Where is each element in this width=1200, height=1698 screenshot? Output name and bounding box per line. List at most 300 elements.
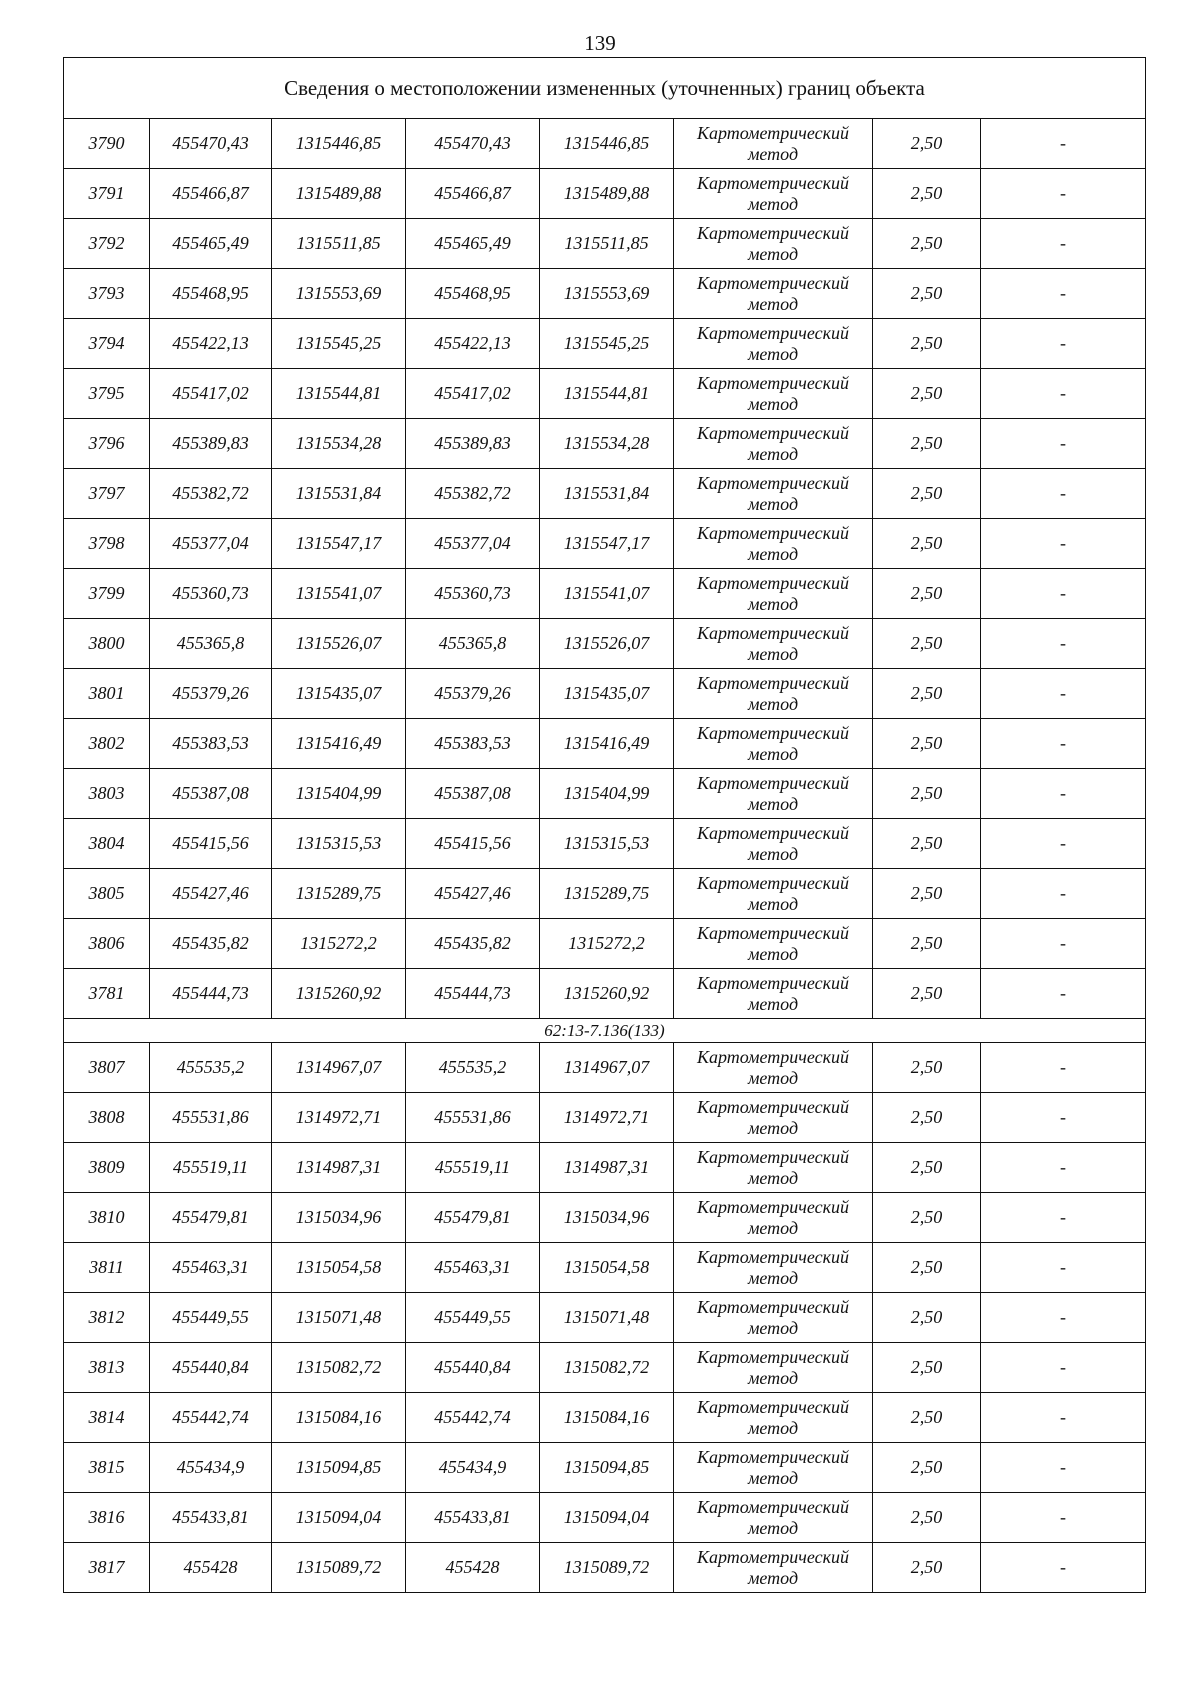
method-line1: Картометрический xyxy=(696,1296,849,1317)
accuracy-cell: 2,50 xyxy=(873,1293,981,1343)
note-cell: - xyxy=(981,719,1146,769)
method-cell xyxy=(674,1043,873,1093)
table-row xyxy=(64,819,1146,869)
table-row xyxy=(64,1293,1146,1343)
y-new-cell: 1315272,2 xyxy=(540,919,674,969)
x-new-cell: 455466,87 xyxy=(406,169,540,219)
x-old-cell: 455387,08 xyxy=(150,769,272,819)
method-cell xyxy=(674,469,873,519)
note-cell: - xyxy=(981,969,1146,1019)
note-cell: - xyxy=(981,269,1146,319)
method-line1: Картометрический xyxy=(696,1546,849,1567)
point-number-cell: 3803 xyxy=(64,769,150,819)
method-cell xyxy=(674,619,873,669)
x-old-cell: 455379,26 xyxy=(150,669,272,719)
point-number-cell: 3799 xyxy=(64,569,150,619)
accuracy-cell: 2,50 xyxy=(873,119,981,169)
point-number-cell: 3801 xyxy=(64,669,150,719)
method-line2: метод xyxy=(747,543,799,564)
method-cell xyxy=(674,1093,873,1143)
point-number-cell: 3815 xyxy=(64,1443,150,1493)
table-row xyxy=(64,1043,1146,1093)
x-old-cell: 455360,73 xyxy=(150,569,272,619)
method-line1: Картометрический xyxy=(696,1396,849,1417)
point-number-cell: 3805 xyxy=(64,869,150,919)
point-number-cell: 3809 xyxy=(64,1143,150,1193)
method-line2: метод xyxy=(747,193,799,214)
x-new-cell: 455442,74 xyxy=(406,1393,540,1443)
method-line2: метод xyxy=(747,1167,799,1188)
table-row xyxy=(64,869,1146,919)
x-new-cell: 455535,2 xyxy=(406,1043,540,1093)
method-line1: Картометрический xyxy=(696,872,849,893)
table-row xyxy=(64,369,1146,419)
x-new-cell: 455379,26 xyxy=(406,669,540,719)
method-cell xyxy=(674,519,873,569)
x-old-cell: 455389,83 xyxy=(150,419,272,469)
method-line1: Картометрический xyxy=(696,622,849,643)
note-cell: - xyxy=(981,519,1146,569)
method-cell xyxy=(674,569,873,619)
point-number-cell: 3791 xyxy=(64,169,150,219)
note-cell: - xyxy=(981,219,1146,269)
accuracy-cell: 2,50 xyxy=(873,1043,981,1093)
x-old-cell: 455531,86 xyxy=(150,1093,272,1143)
table-row xyxy=(64,519,1146,569)
x-new-cell: 455519,11 xyxy=(406,1143,540,1193)
x-new-cell: 455389,83 xyxy=(406,419,540,469)
x-new-cell: 455383,53 xyxy=(406,719,540,769)
accuracy-cell: 2,50 xyxy=(873,1393,981,1443)
note-cell: - xyxy=(981,1443,1146,1493)
x-old-cell: 455535,2 xyxy=(150,1043,272,1093)
x-new-cell: 455463,31 xyxy=(406,1243,540,1293)
method-line1: Картометрический xyxy=(696,972,849,993)
method-line1: Картометрический xyxy=(696,572,849,593)
note-cell: - xyxy=(981,669,1146,719)
x-new-cell: 455377,04 xyxy=(406,519,540,569)
y-new-cell: 1314967,07 xyxy=(540,1043,674,1093)
point-number-cell: 3812 xyxy=(64,1293,150,1343)
y-new-cell: 1315545,25 xyxy=(540,319,674,369)
y-new-cell: 1315553,69 xyxy=(540,269,674,319)
y-old-cell: 1315526,07 xyxy=(272,619,406,669)
table-row xyxy=(64,1243,1146,1293)
y-new-cell: 1314972,71 xyxy=(540,1093,674,1143)
table-row xyxy=(64,969,1146,1019)
method-cell xyxy=(674,369,873,419)
y-new-cell: 1315071,48 xyxy=(540,1293,674,1343)
x-old-cell: 455428 xyxy=(150,1543,272,1593)
method-line1: Картометрический xyxy=(696,1446,849,1467)
y-old-cell: 1315260,92 xyxy=(272,969,406,1019)
method-line2: метод xyxy=(747,1317,799,1338)
y-old-cell: 1315489,88 xyxy=(272,169,406,219)
method-line1: Картометрический xyxy=(696,272,849,293)
x-new-cell: 455428 xyxy=(406,1543,540,1593)
note-cell: - xyxy=(981,169,1146,219)
method-line2: метод xyxy=(747,1267,799,1288)
y-new-cell: 1315531,84 xyxy=(540,469,674,519)
y-old-cell: 1314967,07 xyxy=(272,1043,406,1093)
note-cell: - xyxy=(981,1343,1146,1393)
table-row xyxy=(64,769,1146,819)
x-old-cell: 455440,84 xyxy=(150,1343,272,1393)
y-old-cell: 1315446,85 xyxy=(272,119,406,169)
method-line2: метод xyxy=(747,143,799,164)
point-number-cell: 3798 xyxy=(64,519,150,569)
method-line1: Картометрический xyxy=(696,672,849,693)
accuracy-cell: 2,50 xyxy=(873,469,981,519)
y-old-cell: 1315544,81 xyxy=(272,369,406,419)
x-old-cell: 455435,82 xyxy=(150,919,272,969)
x-new-cell: 455435,82 xyxy=(406,919,540,969)
note-cell: - xyxy=(981,419,1146,469)
y-new-cell: 1315404,99 xyxy=(540,769,674,819)
method-line2: метод xyxy=(747,893,799,914)
accuracy-cell: 2,50 xyxy=(873,1093,981,1143)
note-cell: - xyxy=(981,1143,1146,1193)
y-new-cell: 1315082,72 xyxy=(540,1343,674,1393)
note-cell: - xyxy=(981,1043,1146,1093)
y-old-cell: 1315054,58 xyxy=(272,1243,406,1293)
x-old-cell: 455417,02 xyxy=(150,369,272,419)
accuracy-cell: 2,50 xyxy=(873,1543,981,1593)
note-cell: - xyxy=(981,1243,1146,1293)
method-line2: метод xyxy=(747,793,799,814)
x-old-cell: 455468,95 xyxy=(150,269,272,319)
method-line2: метод xyxy=(747,1567,799,1588)
note-cell: - xyxy=(981,1193,1146,1243)
accuracy-cell: 2,50 xyxy=(873,169,981,219)
point-number-cell: 3804 xyxy=(64,819,150,869)
accuracy-cell: 2,50 xyxy=(873,569,981,619)
point-number-cell: 3793 xyxy=(64,269,150,319)
y-new-cell: 1315435,07 xyxy=(540,669,674,719)
accuracy-cell: 2,50 xyxy=(873,269,981,319)
y-old-cell: 1315094,85 xyxy=(272,1443,406,1493)
point-number-cell: 3816 xyxy=(64,1493,150,1543)
method-cell xyxy=(674,719,873,769)
method-line2: метод xyxy=(747,1367,799,1388)
y-old-cell: 1315545,25 xyxy=(272,319,406,369)
method-line1: Картометрический xyxy=(696,172,849,193)
y-new-cell: 1315054,58 xyxy=(540,1243,674,1293)
method-line2: метод xyxy=(747,1467,799,1488)
point-number-cell: 3790 xyxy=(64,119,150,169)
note-cell: - xyxy=(981,469,1146,519)
x-old-cell: 455365,8 xyxy=(150,619,272,669)
accuracy-cell: 2,50 xyxy=(873,969,981,1019)
accuracy-cell: 2,50 xyxy=(873,1343,981,1393)
method-line2: метод xyxy=(747,693,799,714)
table-row xyxy=(64,419,1146,469)
y-old-cell: 1315084,16 xyxy=(272,1393,406,1443)
y-new-cell: 1315544,81 xyxy=(540,369,674,419)
method-cell xyxy=(674,419,873,469)
method-cell xyxy=(674,819,873,869)
y-old-cell: 1315082,72 xyxy=(272,1343,406,1393)
method-line2: метод xyxy=(747,843,799,864)
y-old-cell: 1315511,85 xyxy=(272,219,406,269)
x-new-cell: 455422,13 xyxy=(406,319,540,369)
method-line2: метод xyxy=(747,943,799,964)
method-line2: метод xyxy=(747,1217,799,1238)
table-row xyxy=(64,169,1146,219)
x-old-cell: 455465,49 xyxy=(150,219,272,269)
method-line1: Картометрический xyxy=(696,1346,849,1367)
method-line2: метод xyxy=(747,243,799,264)
section-label: 62:13-7.136(133) xyxy=(64,1019,1146,1043)
note-cell: - xyxy=(981,769,1146,819)
table-row xyxy=(64,219,1146,269)
method-cell xyxy=(674,969,873,1019)
note-cell: - xyxy=(981,369,1146,419)
table-row xyxy=(64,1193,1146,1243)
y-old-cell: 1315071,48 xyxy=(272,1293,406,1343)
y-new-cell: 1315094,04 xyxy=(540,1493,674,1543)
x-old-cell: 455470,43 xyxy=(150,119,272,169)
y-old-cell: 1315289,75 xyxy=(272,869,406,919)
x-old-cell: 455442,74 xyxy=(150,1393,272,1443)
method-line1: Картометрический xyxy=(696,1146,849,1167)
y-old-cell: 1315089,72 xyxy=(272,1543,406,1593)
point-number-cell: 3813 xyxy=(64,1343,150,1393)
method-line2: метод xyxy=(747,343,799,364)
accuracy-cell: 2,50 xyxy=(873,619,981,669)
x-old-cell: 455466,87 xyxy=(150,169,272,219)
method-line2: метод xyxy=(747,1067,799,1088)
table-row xyxy=(64,619,1146,669)
method-line1: Картометрический xyxy=(696,422,849,443)
y-new-cell: 1315289,75 xyxy=(540,869,674,919)
table-row xyxy=(64,269,1146,319)
y-old-cell: 1315435,07 xyxy=(272,669,406,719)
x-old-cell: 455449,55 xyxy=(150,1293,272,1343)
note-cell: - xyxy=(981,1493,1146,1543)
table-row xyxy=(64,319,1146,369)
y-new-cell: 1315084,16 xyxy=(540,1393,674,1443)
method-line1: Картометрический xyxy=(696,472,849,493)
x-new-cell: 455360,73 xyxy=(406,569,540,619)
method-line1: Картометрический xyxy=(696,822,849,843)
method-cell xyxy=(674,919,873,969)
table-row xyxy=(64,119,1146,169)
y-old-cell: 1314972,71 xyxy=(272,1093,406,1143)
point-number-cell: 3794 xyxy=(64,319,150,369)
point-number-cell: 3795 xyxy=(64,369,150,419)
method-cell xyxy=(674,219,873,269)
method-line1: Картометрический xyxy=(696,122,849,143)
table-row xyxy=(64,1393,1146,1443)
x-old-cell: 455415,56 xyxy=(150,819,272,869)
table-title-row xyxy=(64,58,1146,119)
x-new-cell: 455479,81 xyxy=(406,1193,540,1243)
y-new-cell: 1315446,85 xyxy=(540,119,674,169)
y-old-cell: 1315534,28 xyxy=(272,419,406,469)
x-new-cell: 455531,86 xyxy=(406,1093,540,1143)
x-new-cell: 455444,73 xyxy=(406,969,540,1019)
method-cell xyxy=(674,1543,873,1593)
x-new-cell: 455465,49 xyxy=(406,219,540,269)
accuracy-cell: 2,50 xyxy=(873,1143,981,1193)
note-cell: - xyxy=(981,619,1146,669)
y-old-cell: 1315416,49 xyxy=(272,719,406,769)
method-cell xyxy=(674,869,873,919)
y-new-cell: 1315034,96 xyxy=(540,1193,674,1243)
table-row xyxy=(64,719,1146,769)
table-row xyxy=(64,569,1146,619)
note-cell: - xyxy=(981,1093,1146,1143)
point-number-cell: 3792 xyxy=(64,219,150,269)
accuracy-cell: 2,50 xyxy=(873,769,981,819)
accuracy-cell: 2,50 xyxy=(873,519,981,569)
x-old-cell: 455383,53 xyxy=(150,719,272,769)
accuracy-cell: 2,50 xyxy=(873,419,981,469)
method-cell xyxy=(674,1393,873,1443)
method-line2: метод xyxy=(747,443,799,464)
x-old-cell: 455444,73 xyxy=(150,969,272,1019)
method-line2: метод xyxy=(747,593,799,614)
method-cell xyxy=(674,319,873,369)
note-cell: - xyxy=(981,869,1146,919)
x-old-cell: 455433,81 xyxy=(150,1493,272,1543)
note-cell: - xyxy=(981,1543,1146,1593)
accuracy-cell: 2,50 xyxy=(873,219,981,269)
method-line1: Картометрический xyxy=(696,1246,849,1267)
method-line1: Картометрический xyxy=(696,1096,849,1117)
x-new-cell: 455387,08 xyxy=(406,769,540,819)
x-new-cell: 455468,95 xyxy=(406,269,540,319)
x-old-cell: 455479,81 xyxy=(150,1193,272,1243)
page-number: 139 xyxy=(584,31,616,55)
method-line2: метод xyxy=(747,493,799,514)
y-new-cell: 1315526,07 xyxy=(540,619,674,669)
method-line1: Картометрический xyxy=(696,1046,849,1067)
x-new-cell: 455417,02 xyxy=(406,369,540,419)
table-row xyxy=(64,469,1146,519)
section-row xyxy=(64,1019,1146,1043)
method-line2: метод xyxy=(747,1117,799,1138)
method-cell xyxy=(674,1143,873,1193)
table-row xyxy=(64,1093,1146,1143)
x-old-cell: 455377,04 xyxy=(150,519,272,569)
y-new-cell: 1315260,92 xyxy=(540,969,674,1019)
y-old-cell: 1315404,99 xyxy=(272,769,406,819)
x-old-cell: 455434,9 xyxy=(150,1443,272,1493)
method-cell xyxy=(674,1243,873,1293)
x-new-cell: 455382,72 xyxy=(406,469,540,519)
x-new-cell: 455449,55 xyxy=(406,1293,540,1343)
accuracy-cell: 2,50 xyxy=(873,1193,981,1243)
point-number-cell: 3810 xyxy=(64,1193,150,1243)
accuracy-cell: 2,50 xyxy=(873,319,981,369)
method-cell xyxy=(674,169,873,219)
x-new-cell: 455415,56 xyxy=(406,819,540,869)
accuracy-cell: 2,50 xyxy=(873,869,981,919)
y-old-cell: 1315034,96 xyxy=(272,1193,406,1243)
x-old-cell: 455463,31 xyxy=(150,1243,272,1293)
x-old-cell: 455422,13 xyxy=(150,319,272,369)
table-title: Сведения о местоположении измененных (уточненных) границ объекта xyxy=(64,58,1146,119)
note-cell: - xyxy=(981,119,1146,169)
method-line1: Картометрический xyxy=(696,722,849,743)
y-new-cell: 1315416,49 xyxy=(540,719,674,769)
method-line2: метод xyxy=(747,293,799,314)
method-line1: Картометрический xyxy=(696,222,849,243)
method-line2: метод xyxy=(747,743,799,764)
note-cell: - xyxy=(981,919,1146,969)
note-cell: - xyxy=(981,819,1146,869)
method-line1: Картометрический xyxy=(696,1196,849,1217)
y-old-cell: 1315531,84 xyxy=(272,469,406,519)
method-line1: Картометрический xyxy=(696,322,849,343)
point-number-cell: 3802 xyxy=(64,719,150,769)
table-row xyxy=(64,919,1146,969)
method-cell xyxy=(674,1343,873,1393)
y-new-cell: 1315489,88 xyxy=(540,169,674,219)
y-new-cell: 1315315,53 xyxy=(540,819,674,869)
accuracy-cell: 2,50 xyxy=(873,369,981,419)
point-number-cell: 3796 xyxy=(64,419,150,469)
accuracy-cell: 2,50 xyxy=(873,1493,981,1543)
method-cell xyxy=(674,119,873,169)
point-number-cell: 3817 xyxy=(64,1543,150,1593)
point-number-cell: 3814 xyxy=(64,1393,150,1443)
y-new-cell: 1315547,17 xyxy=(540,519,674,569)
accuracy-cell: 2,50 xyxy=(873,1443,981,1493)
y-old-cell: 1315094,04 xyxy=(272,1493,406,1543)
method-line2: метод xyxy=(747,993,799,1014)
table-row xyxy=(64,1143,1146,1193)
table-row xyxy=(64,1343,1146,1393)
accuracy-cell: 2,50 xyxy=(873,819,981,869)
note-cell: - xyxy=(981,1393,1146,1443)
accuracy-cell: 2,50 xyxy=(873,919,981,969)
boundary-coordinates-table xyxy=(63,57,1146,1593)
point-number-cell: 3808 xyxy=(64,1093,150,1143)
x-old-cell: 455519,11 xyxy=(150,1143,272,1193)
y-new-cell: 1315541,07 xyxy=(540,569,674,619)
note-cell: - xyxy=(981,319,1146,369)
y-new-cell: 1315534,28 xyxy=(540,419,674,469)
x-new-cell: 455470,43 xyxy=(406,119,540,169)
accuracy-cell: 2,50 xyxy=(873,719,981,769)
method-cell xyxy=(674,1443,873,1493)
method-cell xyxy=(674,669,873,719)
note-cell: - xyxy=(981,1293,1146,1343)
table-row xyxy=(64,669,1146,719)
method-line2: метод xyxy=(747,1417,799,1438)
method-cell xyxy=(674,1493,873,1543)
x-new-cell: 455433,81 xyxy=(406,1493,540,1543)
x-new-cell: 455365,8 xyxy=(406,619,540,669)
note-cell: - xyxy=(981,569,1146,619)
point-number-cell: 3781 xyxy=(64,969,150,1019)
y-old-cell: 1315315,53 xyxy=(272,819,406,869)
x-new-cell: 455440,84 xyxy=(406,1343,540,1393)
x-new-cell: 455427,46 xyxy=(406,869,540,919)
method-cell xyxy=(674,1293,873,1343)
y-new-cell: 1315511,85 xyxy=(540,219,674,269)
method-line1: Картометрический xyxy=(696,372,849,393)
method-cell xyxy=(674,769,873,819)
method-line1: Картометрический xyxy=(696,772,849,793)
y-new-cell: 1315094,85 xyxy=(540,1443,674,1493)
table-row xyxy=(64,1443,1146,1493)
method-cell xyxy=(674,269,873,319)
accuracy-cell: 2,50 xyxy=(873,1243,981,1293)
